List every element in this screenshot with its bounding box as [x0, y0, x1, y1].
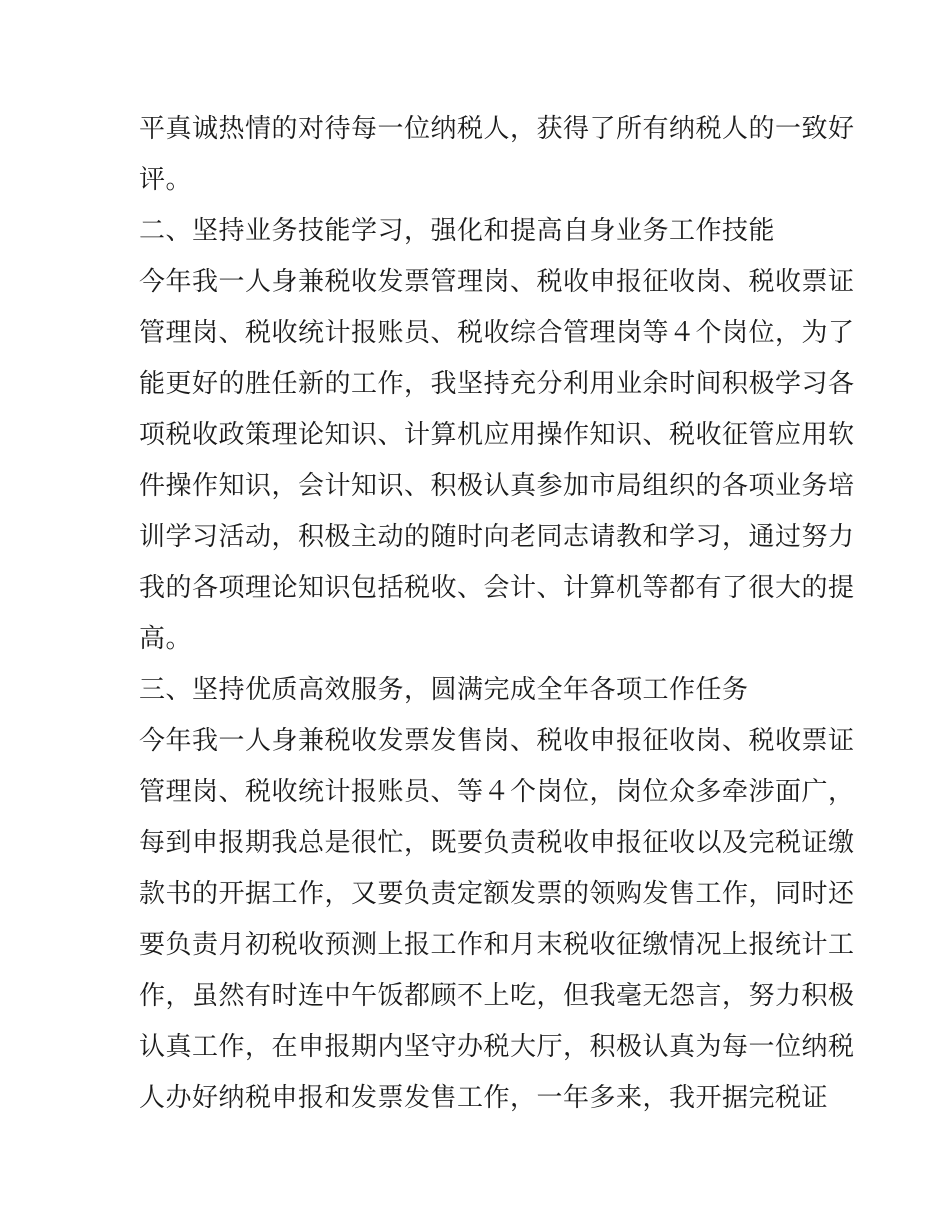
text-line: 认真工作，在申报期内坚守办税大厅，积极认真为每一位纳税 — [139, 1032, 855, 1062]
text-line: 平真诚热情的对待每一位纳税人，获得了所有纳税人的一致好 — [139, 114, 855, 144]
text-line: 每到申报期我总是很忙，既要负责税收申报征收以及完税证缴 — [139, 828, 855, 858]
text-line: 今年我一人身兼税收发票发售岗、税收申报征收岗、税收票证 — [139, 726, 855, 756]
document-body — [139, 104, 855, 1124]
text-line: 人办好纳税申报和发票发售工作，一年多来，我开据完税证 — [139, 1083, 829, 1113]
text-line: 管理岗、税收统计报账员、税收综合管理岗等４个岗位，为了 — [139, 318, 855, 348]
section-heading: 三、坚持优质高效服务，圆满完成全年各项工作任务 — [139, 675, 749, 705]
text-line: 件操作知识，会计知识、积极认真参加市局组织的各项业务培 — [139, 471, 855, 501]
text-line: 作，虽然有时连中午饭都顾不上吃，但我毫无怨言，努力积极 — [139, 981, 855, 1011]
text-line: 训学习活动，积极主动的随时向老同志请教和学习，通过努力 — [139, 522, 855, 552]
text-line: 我的各项理论知识包括税收、会计、计算机等都有了很大的提 — [139, 573, 855, 603]
text-line: 能更好的胜任新的工作，我坚持充分利用业余时间积极学习各 — [139, 369, 855, 399]
text-line: 款书的开据工作，又要负责定额发票的领购发售工作，同时还 — [139, 879, 855, 909]
text-line: 管理岗、税收统计报账员、等４个岗位，岗位众多牵涉面广， — [139, 777, 855, 807]
text-line: 高。 — [139, 624, 193, 654]
text-line: 要负责月初税收预测上报工作和月末税收征缴情况上报统计工 — [139, 930, 855, 960]
text-line: 今年我一人身兼税收发票管理岗、税收申报征收岗、税收票证 — [139, 267, 855, 297]
text-line: 项税收政策理论知识、计算机应用操作知识、税收征管应用软 — [139, 420, 855, 450]
text-line: 评。 — [139, 165, 193, 195]
section-heading: 二、坚持业务技能学习，强化和提高自身业务工作技能 — [139, 216, 776, 246]
